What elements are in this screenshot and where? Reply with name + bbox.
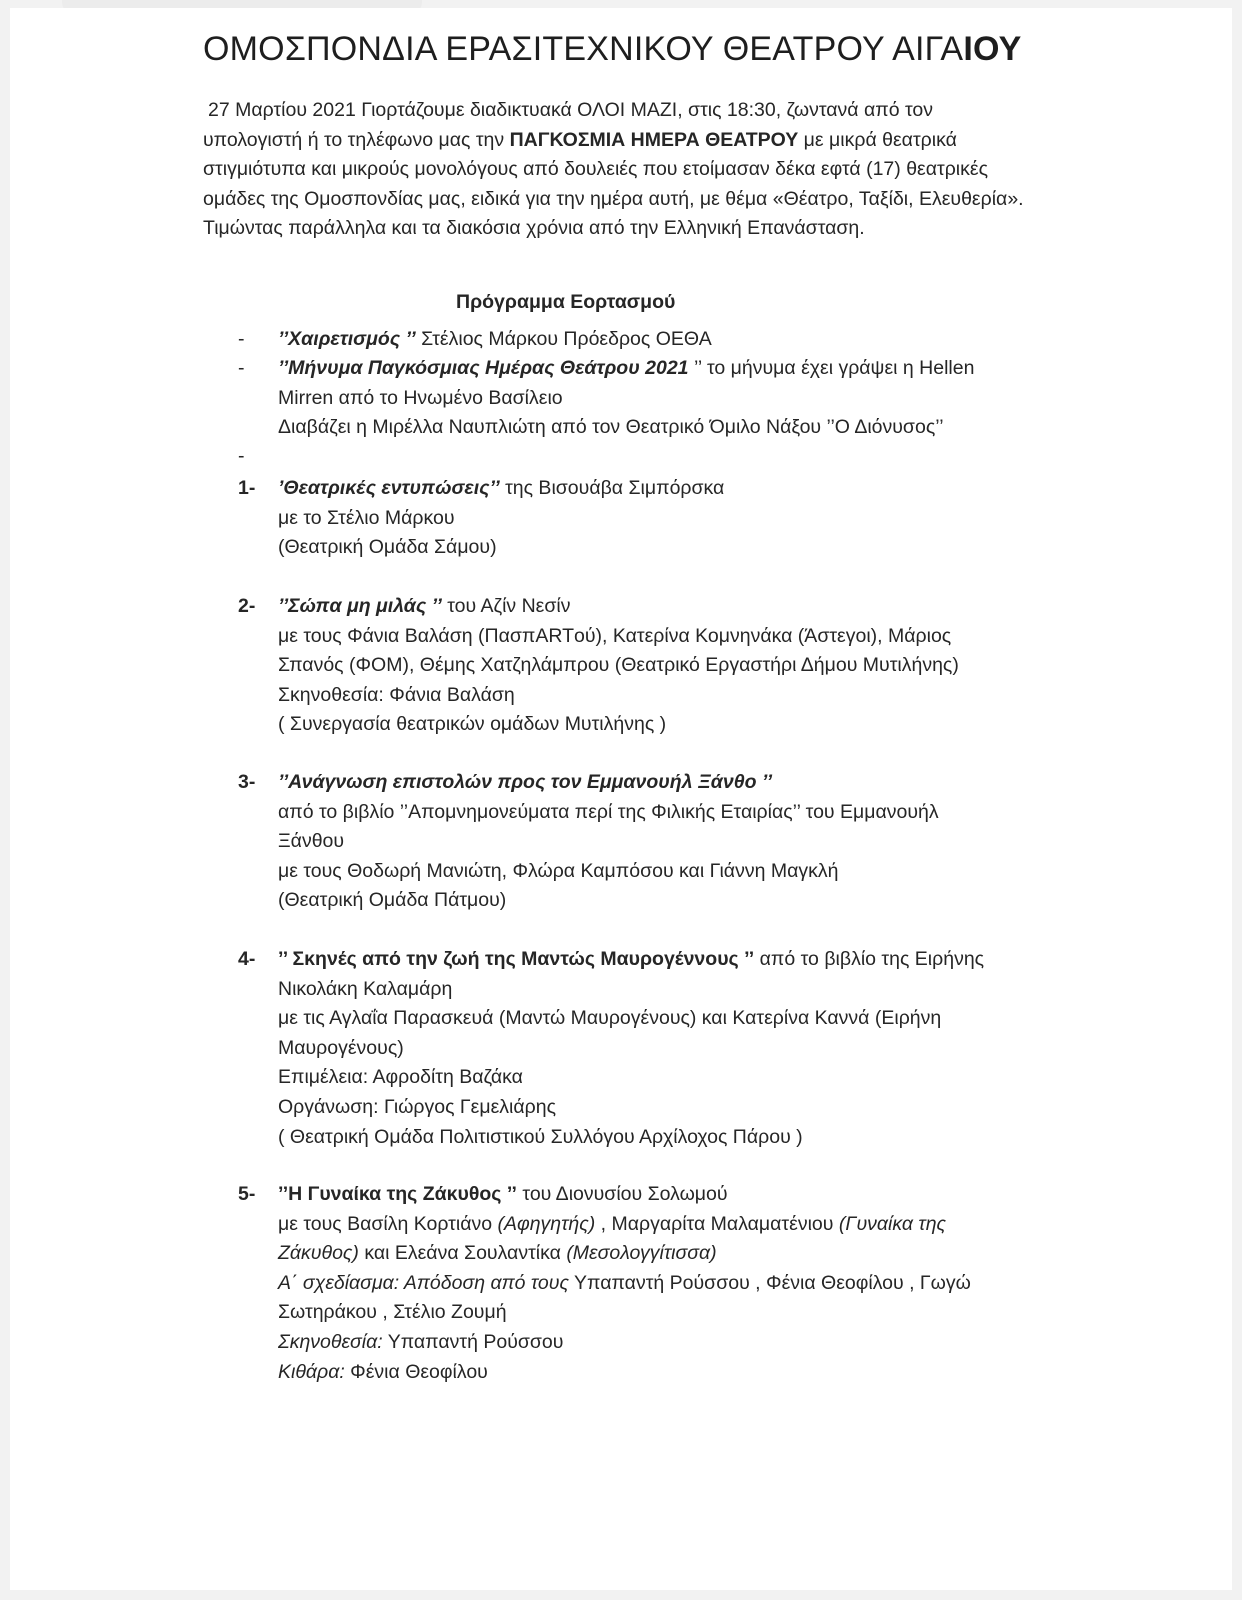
item-text: με τους Βασίλη Κορτιάνο: [278, 1212, 498, 1235]
list-dash: -: [238, 328, 245, 350]
item-line: Επιμέλεια: Αφροδίτη Βαζάκα: [278, 1066, 523, 1089]
item-title: ’’Χαιρετισμός ’’: [278, 328, 416, 350]
document-page: [10, 8, 1232, 1590]
item-title: ’’Μήνυμα Παγκόσμιας Ημέρας Θεάτρου 2021: [278, 357, 694, 379]
item-title: ’’Σώπα μη μιλάς ’’: [278, 595, 442, 617]
item-line: Διαβάζει η Μιρέλλα Ναυπλιώτη από τον Θεατρικό Όμιλο Νάξου ’’Ο Διόνυσος’’: [278, 416, 944, 439]
item-line: Ξάνθου: [278, 830, 345, 853]
item-line: με τους Θοδωρή Μανιώτη, Φλώρα Καμπόσου και Γιάννη Μαγκλή: [278, 859, 839, 882]
item-line: [278, 1328, 1058, 1358]
item-line: [278, 945, 1058, 975]
item-line: από το βιβλίο ’’Απομνημονεύματα περί της Φιλικής Εταιρίας’’ του Εμμανουήλ: [278, 800, 939, 823]
intro-paragraph: [203, 96, 1033, 244]
item-text: ’’ το μήνυμα έχει γράψει η Hellen: [693, 357, 975, 379]
item-text: , Μαργαρίτα Μαλαματένιου: [595, 1212, 839, 1235]
item-line: [278, 1269, 1058, 1299]
item-line: Σκηνοθεσία: Φάνια Βαλάση: [278, 683, 515, 706]
intro-bold-text: ΠΑΓΚΟΣΜΙΑ ΗΜΕΡΑ ΘΕΑΤΡΟΥ: [509, 128, 799, 151]
item-line: [278, 592, 1058, 622]
item-line: [278, 1239, 1058, 1269]
item-line: (Θεατρική Ομάδα Πάτμου): [278, 889, 507, 912]
program-heading: Πρόγραμμα Εορτασμού: [456, 291, 676, 313]
title-bold-suffix: ΙΟΥ: [963, 30, 1022, 68]
item-line: Mirren από το Ηνωμένο Βασίλειο: [278, 386, 563, 409]
item-line: (Θεατρική Ομάδα Σάμου): [278, 536, 497, 559]
item-text: της Βισουάβα Σιμπόρσκα: [499, 477, 725, 499]
item-line: Σπανός (ΦΟΜ), Θέμης Χατζηλάμπρου (Θεατρικό Εργαστήρι Δήμου Μυτιλήνης): [278, 654, 959, 677]
item-number: 3-: [238, 771, 256, 793]
item-text: του Αζίν Νεσίν: [441, 595, 571, 617]
item-text: από το βιβλίο της Ειρήνης: [754, 948, 985, 970]
program-item-greeting: [238, 325, 1058, 355]
program-item-4: [238, 945, 1058, 1152]
item-text: του Διονυσίου Σολωμού: [516, 1183, 728, 1205]
program-item-3: [238, 768, 1058, 916]
program-item-1: [238, 474, 1058, 563]
item-line: ( Θεατρική Ομάδα Πολιτιστικού Συλλόγου Αρχίλοχος Πάρου ): [278, 1125, 803, 1148]
item-text: Στέλιος Μάρκου Πρόεδρος ΟΕΘΑ: [415, 328, 712, 350]
item-role: (Γυναίκα της: [838, 1212, 947, 1235]
item-role: Ζάκυθος): [278, 1242, 359, 1265]
program-item-2: [238, 592, 1058, 740]
item-line: ( Συνεργασία θεατρικών ομάδων Μυτιλήνης ): [278, 713, 667, 736]
item-line: [278, 354, 1058, 384]
list-dash: -: [238, 357, 245, 379]
item-line: Μαυρογένους): [278, 1036, 404, 1059]
item-number: 2-: [238, 595, 256, 617]
item-number: 1-: [238, 477, 256, 499]
item-role: Κιθάρα:: [278, 1360, 345, 1383]
item-line: Σωτηράκου , Στέλιο Ζουμή: [278, 1301, 507, 1324]
item-line: με το Στέλιο Μάρκου: [278, 506, 455, 529]
document-title: [203, 30, 1022, 69]
intro-text-end: με μικρά θεατρικά στιγμιότυπα και μικρούς μονολόγους από δουλειές που ετοίμασαν δέκα εφτά (17) θεατρικές ομάδες της Ομοσπονδίας μας, ειδικά για την ημέρα αυτή, με θέμα «Θέατρο, Ταξίδι, Ελευθερία». Τιμώντας παράλληλα και τα διακόσια χρόνια από την Ελληνική Επανάσταση.: [203, 128, 1024, 240]
item-line: με τους Φάνια Βαλάση (ΠασπARTού), Κατερίνα Κομνηνάκα (Άστεγοι), Μάριος: [278, 624, 952, 647]
item-text: Υπαπαντή Ρούσσου , Φένια Θεοφίλου , Γωγώ: [568, 1271, 971, 1294]
item-number: 5-: [238, 1183, 256, 1205]
item-line: [278, 1180, 1058, 1210]
item-line: [278, 474, 1058, 504]
title-text: ΟΜΟΣΠΟΝΔΙΑ ΕΡΑΣΙΤΕΧΝΙΚΟΥ ΘΕΑΤΡΟΥ ΑΙΓΑ: [203, 30, 964, 68]
item-line: Νικολάκη Καλαμάρη: [278, 977, 453, 1000]
item-title: ’’ Σκηνές από την ζωή της Μαντώς Μαυρογέννους ’’: [278, 948, 755, 970]
item-line: [278, 325, 1058, 355]
item-role: (Μεσολογγίτισσα): [566, 1242, 717, 1265]
item-role: (Αφηγητής): [497, 1212, 596, 1235]
program-item-5: [238, 1180, 1058, 1387]
item-title: ’’Η Γυναίκα της Ζάκυθος ’’: [278, 1183, 517, 1205]
item-line: με τις Αγλαΐα Παρασκευά (Μαντώ Μαυρογένους) και Κατερίνα Καννά (Ειρήνη: [278, 1007, 942, 1030]
item-title: ’Θεατρικές εντυπώσεις’’: [278, 477, 500, 499]
program-item-message: [238, 354, 1058, 443]
item-number: 4-: [238, 948, 256, 970]
item-role: Α΄ σχεδίασμα: Απόδοση από τους: [278, 1271, 569, 1294]
item-text: Φένια Θεοφίλου: [344, 1360, 488, 1383]
item-title: ’’Ανάγνωση επιστολών προς τον Εμμανουήλ Ξάνθο ’’: [278, 771, 773, 793]
item-line: Οργάνωση: Γιώργος Γεμελιάρης: [278, 1095, 556, 1118]
item-line: [278, 1358, 1058, 1388]
item-role: Σκηνοθεσία:: [278, 1330, 383, 1353]
item-text: Υπαπαντή Ρούσσου: [382, 1330, 564, 1353]
item-line: [278, 1210, 1058, 1240]
list-dash: -: [238, 445, 245, 467]
item-text: και Ελεάνα Σουλαντίκα: [358, 1242, 567, 1265]
intro-text-start: 27 Μαρτίου 2021 Γιορτάζουμε διαδικτυακά ΟΛΟΙ ΜΑΖΙ, στις 18:30, ζωντανά από τον υπολογιστή ή το τηλέφωνο μας την: [203, 99, 933, 151]
